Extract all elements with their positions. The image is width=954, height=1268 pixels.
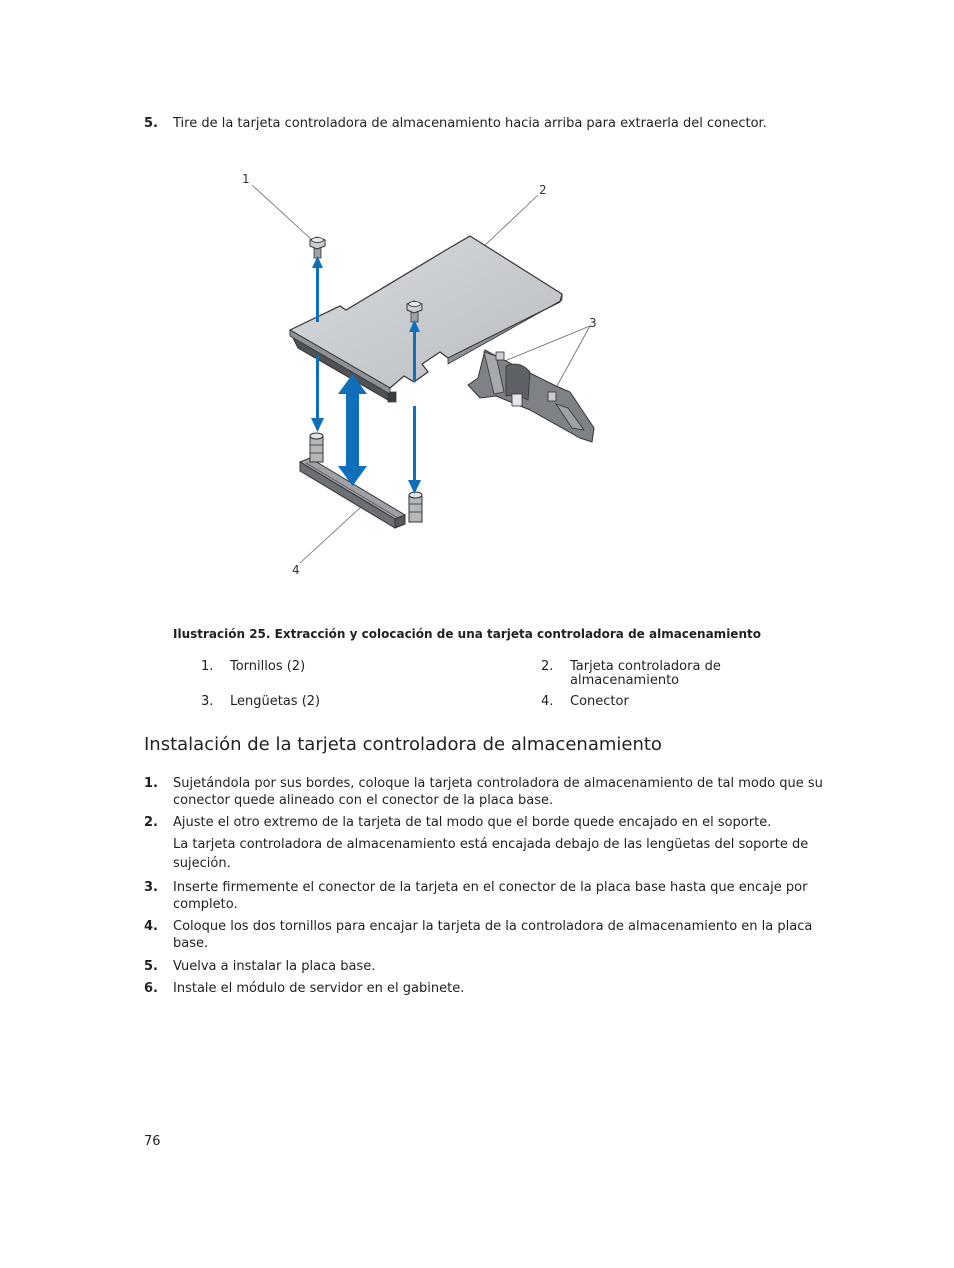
step-number: 5. xyxy=(144,116,158,131)
leader-line-3b xyxy=(552,326,590,395)
step-text: Inserte firmemente el conector de la tarjeta en el conector de la placa base hasta que encaje por completo. xyxy=(173,880,808,912)
leader-line-3a xyxy=(500,326,590,363)
section-title: Instalación de la tarjeta controladora de almacenamiento xyxy=(144,734,662,755)
screw-1 xyxy=(310,237,325,258)
step-2-note: La tarjeta controladora de almacenamiento está encajada debajo de las lengüetas del soporte de sujeción. xyxy=(173,837,809,871)
figure-caption: Ilustración 25. Extracción y colocación de una tarjeta controladora de almacenamiento xyxy=(173,627,761,641)
callout-3: 3 xyxy=(589,316,597,330)
step-text: Ajuste el otro extremo de la tarjeta de tal modo que el borde quede encajado en el soporte. xyxy=(173,815,772,830)
intro-step xyxy=(144,115,834,132)
controller-card-illustration xyxy=(200,160,620,590)
legend-number: 4. xyxy=(541,694,554,709)
install-step-2 xyxy=(144,814,834,831)
step-text: Vuelva a instalar la placa base. xyxy=(173,959,376,974)
bracket-tab-2 xyxy=(548,392,556,401)
legend-number: 3. xyxy=(201,694,214,709)
leader-line-4 xyxy=(300,506,362,563)
step-number: 1. xyxy=(144,776,158,791)
callout-1: 1 xyxy=(242,172,250,186)
step-text: Coloque los dos tornillos para encajar la tarjeta de la controladora de almacenamiento en la placa base. xyxy=(173,919,813,951)
legend-label: Tarjeta controladora de almacenamiento xyxy=(570,659,721,688)
install-step-3 xyxy=(144,879,834,913)
step-text: Instale el módulo de servidor en el gabinete. xyxy=(173,981,465,996)
step-text: Sujetándola por sus bordes, coloque la tarjeta controladora de almacenamiento de tal modo que su conector quede alineado con el conector de la placa base. xyxy=(173,776,823,808)
legend-label: Tornillos (2) xyxy=(230,659,306,674)
retention-bracket xyxy=(468,350,594,442)
step-number: 6. xyxy=(144,981,158,996)
standoff-left xyxy=(310,433,323,462)
step-number: 2. xyxy=(144,815,158,830)
leader-line-1 xyxy=(252,185,312,240)
callout-2: 2 xyxy=(539,183,547,197)
install-step-5 xyxy=(144,958,834,975)
page-number: 76 xyxy=(144,1134,161,1149)
install-step-1 xyxy=(144,775,834,809)
bracket-tab-1 xyxy=(496,352,504,360)
leader-line-2 xyxy=(482,195,538,248)
standoff-right xyxy=(409,492,422,522)
callout-4: 4 xyxy=(292,563,300,577)
step-number: 5. xyxy=(144,959,158,974)
step-text: Tire de la tarjeta controladora de almacenamiento hacia arriba para extraerla del conector. xyxy=(173,116,767,131)
step-number: 4. xyxy=(144,919,158,934)
install-step-4 xyxy=(144,918,834,952)
step-number: 3. xyxy=(144,880,158,895)
legend-number: 2. xyxy=(541,659,554,674)
install-step-6 xyxy=(144,980,834,997)
legend-label: Conector xyxy=(570,694,629,709)
arrow-card-up-down xyxy=(338,374,367,486)
legend-number: 1. xyxy=(201,659,214,674)
legend-label: Lengüetas (2) xyxy=(230,694,321,709)
